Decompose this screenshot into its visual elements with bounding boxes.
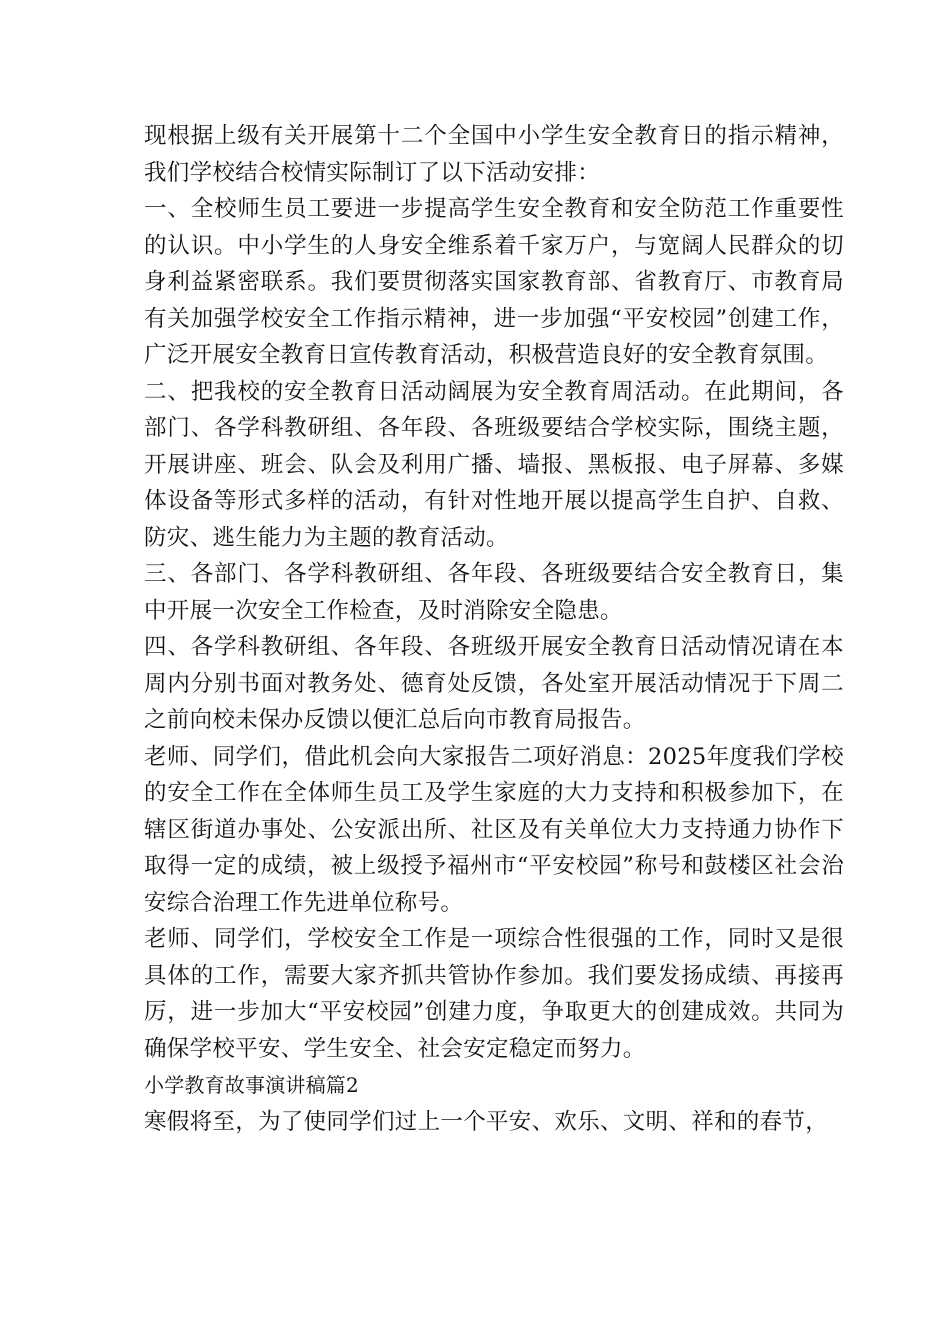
paragraph-item-2: 二、把我校的安全教育日活动阔展为安全教育周活动。在此期间，各部门、各学科教研组、各年段、各班级要结合学校实际，围绕主题，开展讲座、班会、队会及利用广播、墙报、黑板报、电子屏幕、多媒体设备等形式多样的活动，有针对性地开展以提高学生自护、自救、防灾、逃生能力为主题的教育活动。 [144, 378, 844, 551]
paragraph-item-1: 一、全校师生员工要进一步提高学生安全教育和安全防范工作重要性的认识。中小学生的人身安全维系着千家万户，与宽阔人民群众的切身利益紧密联系。我们要贯彻落实国家教育部、省教育厅、市教育局有关加强学校安全工作指示精神，进一步加强“平安校园”创建工作，广泛开展安全教育日宣传教育活动，积极营造良好的安全教育氛围。 [144, 196, 844, 368]
paragraph-conclusion: 老师、同学们，学校安全工作是一项综合性很强的工作，同时又是很具体的工作，需要大家齐抓共管协作参加。我们要发扬成绩、再接再厉，进一步加大“平安校园”创建力度，争取更大的创建成效。共同为确保学校平安、学生安全、社会安定稳定而努力。 [144, 926, 844, 1062]
document-body [144, 118, 844, 1140]
paragraph-item-4: 四、各学科教研组、各年段、各班级开展安全教育日活动情况请在本周内分别书面对教务处、德育处反馈，各处室开展活动情况于下周二之前向校未保办反馈以便汇总后向市教育局报告。 [144, 634, 844, 733]
paragraph-item-3: 三、各部门、各学科教研组、各年段、各班级要结合安全教育日，集中开展一次安全工作检查，及时消除安全隐患。 [144, 561, 844, 624]
paragraph-good-news: 老师、同学们，借此机会向大家报告二项好消息：2025年度我们学校的安全工作在全体师生员工及学生家庭的大力支持和积极参加下，在辖区街道办事处、公安派出所、社区及有关单位大力支持通力协作下取得一定的成绩，被上级授予福州市“平安校园”称号和鼓楼区社会治安综合治理工作先进单位称号。 [144, 743, 844, 916]
paragraph-next-section: 寒假将至，为了使同学们过上一个平安、欢乐、文明、祥和的春节， [144, 1108, 829, 1135]
section-heading: 小学教育故事演讲稿篇2 [144, 1073, 359, 1097]
paragraph-intro: 现根据上级有关开展第十二个全国中小学生安全教育日的指示精神，我们学校结合校情实际制订了以下活动安排： [144, 123, 844, 186]
